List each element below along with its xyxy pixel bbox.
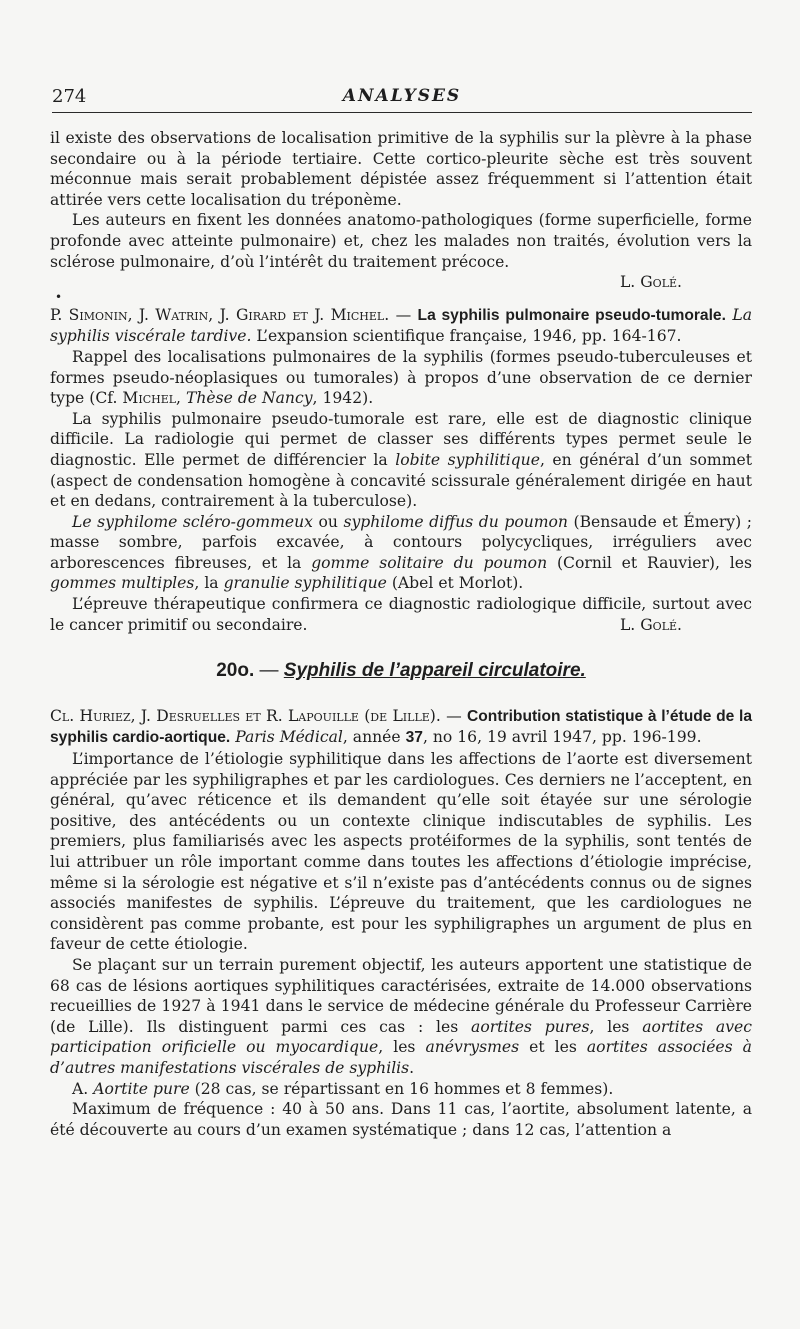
p5-t2: (Bensaude et Émery) ; masse sombre, parfois excavée, à contours polycycliques, irréguliers avec arborescences fibreuses, et la [50, 512, 752, 572]
section-heading: Syphilis de l’appareil circulatoire. [283, 660, 586, 682]
p8-t5: . [409, 1058, 415, 1077]
ref2-source-italic: Paris Médical [235, 728, 343, 747]
p8-it4: aortites associées à d’autres manifestations viscérales de syphilis [50, 1038, 752, 1077]
p5-t5: (Abel et Morlot). [386, 574, 524, 593]
ref1-source: L’expansion scientifique française, 1946, pp. 164-167. [251, 327, 682, 346]
p3-text-b: , [176, 389, 186, 408]
p4-italic: lobite syphilitique [395, 450, 540, 469]
page-number: 274 [52, 86, 87, 107]
paragraph-2: Les auteurs en fixent les données anatomo-pathologiques (forme superficielle, forme profonde avec atteinte pulmonaire) et, chez les malades non traités, évolution vers la sclérose pulmonaire, d’où l’intérêt du traitement précoce. [50, 211, 752, 271]
p9-t2: (28 cas, se répartissant en 16 hommes et 8 femmes). [189, 1079, 614, 1098]
ref2-source-b: , no 16, 19 avril 1947, pp. 196-199. [422, 728, 702, 747]
p8-it1: aortites pures [471, 1017, 590, 1036]
paragraph-6 [50, 594, 752, 635]
ref1-dash: — [389, 305, 418, 324]
paragraph-4 [50, 409, 752, 512]
ref2-source-a: , année [342, 728, 406, 747]
ref1-authors: P. Simonin, J. Watrin, J. Girard et J. Michel. [50, 305, 390, 324]
ref1-title: La syphilis pulmonaire pseudo-tumorale. [417, 306, 726, 324]
signature-2: L. Golé. [619, 615, 682, 634]
ref2-volume: 37 [405, 729, 423, 747]
reference-1 [50, 305, 752, 347]
p5-it3: gomme solitaire du poumon [311, 553, 548, 572]
p4-text-a: La syphilis pulmonaire pseudo-tumorale est rare, elle est de diagnostic clinique difficile. La radiologie qui permet de classer ses différents types permet seule le diagnostic. Elle permet de différencier la [50, 409, 752, 469]
p5-t1: ou [312, 512, 344, 531]
p8-it2: aortites avec participation orificielle ou myocardique [50, 1017, 752, 1057]
paragraph-8 [50, 955, 752, 1079]
section-number: 20o. [216, 660, 255, 682]
p5-t4: , la [194, 574, 224, 593]
p5-it4: gommes multiples [50, 574, 195, 593]
p9-t1: A. [72, 1079, 94, 1098]
p5-it2: syphilome diffus du poumon [343, 512, 568, 531]
ref2-dash: — [440, 706, 468, 725]
section-title [50, 661, 752, 682]
p5-it5: granulie syphilitique [223, 574, 387, 593]
p8-t4: et les [519, 1038, 587, 1057]
separator-bullet: • [55, 289, 63, 304]
signature-1: L. Golé. [619, 273, 682, 292]
page-body [50, 128, 752, 1140]
paragraph-10: Maximum de fréquence : 40 à 50 ans. Dans 11 cas, l’aortite, absolument latente, a été découverte au cours d’un examen systématique ; dans 12 cas, l’attention a [50, 1100, 752, 1139]
p4-text-b: , en général d’un sommet (aspect de condensation homogène à concavité scissurale généralement dirigée en haut et en dedans, contrairement à la tuberculose). [50, 450, 752, 511]
p8-t1: Se plaçant sur un terrain purement objectif, les auteurs apportent une statistique de 68 cas de lésions aortiques syphilitiques caractérisées, extraite de 14.000 observations recueillies de 1927 à 1941 dans le service de médecine générale du Professeur Carrière (de Lille). Ils distinguent parmi ces cas : les [50, 955, 752, 1036]
running-title: ANALYSES [342, 86, 462, 106]
p6-text: L’épreuve thérapeutique confirmera ce diagnostic radiologique difficile, surtout avec le cancer primitif ou secondaire. [50, 595, 752, 634]
p3-text-c: , 1942). [312, 389, 374, 408]
p3-author: Michel [122, 389, 177, 408]
p5-t3: (Cornil et Rauvier), les [547, 553, 752, 572]
p3-text-a: Rappel des localisations pulmonaires de la syphilis (formes pseudo-tuberculeuses et formes pseudo-néoplasiques ou tumorales) à propos d’une observation de ce dernier type (Cf. [50, 347, 752, 408]
page-header [52, 86, 752, 113]
paragraph-7: L’importance de l’étiologie syphilitique dans les affections de l’aorte est diversement appréciée par les syphiligraphes et par les cardiologues. Ces derniers ne l’acceptent, en général, qu’avec réticence et ils demandent qu’elle soit étayée sur une sérologie positive, des antécédents ou un contexte clinique indiscutables de syphilis. Les premiers, plus familiarisés avec les aspects protéiformes de la syphilis, sont tentés de lui attribuer un rôle important comme dans toutes les affections d’étiologie imprécise, même si la sérologie est négative et s’il n’existe pas d’antécédents connus ou de signes associés manifestes de syphilis. L’épreuve du traitement, que les cardiologues ne considèrent pas comme probante, est pour les syphiligraphes un argument de plus en faveur de cette étiologie. [50, 750, 752, 954]
reference-2 [50, 706, 752, 749]
paragraph-9 [50, 1079, 752, 1100]
section-dash: — [254, 660, 284, 682]
p5-it1: Le syphilome scléro-gommeux [72, 512, 313, 531]
ref2-authors: Cl. Huriez, J. Desruelles et R. Lapouille (de Lille). [50, 706, 441, 725]
ref1-source-italic: La syphilis viscérale tardive. [50, 305, 752, 346]
p8-it3: anévrysmes [425, 1038, 520, 1057]
paragraph-1: il existe des observations de localisation primitive de la syphilis sur la plèvre à la phase secondaire ou à la période tertiaire. Cette cortico-pleurite sèche est très souvent méconnue mais serait probablement dépistée assez fréquemment si l’attention était attirée vers cette localisation du tréponème. [50, 129, 752, 209]
p3-thesis: Thèse de Nancy [185, 389, 313, 408]
paragraph-3 [50, 347, 752, 409]
p9-it1: Aortite pure [93, 1079, 190, 1098]
paragraph-5 [50, 512, 752, 594]
ref2-title: Contribution statistique à l’étude de la syphilis cardio-aortique. [50, 707, 752, 747]
p8-t3: , les [378, 1038, 426, 1057]
p8-t2: , les [589, 1017, 643, 1036]
